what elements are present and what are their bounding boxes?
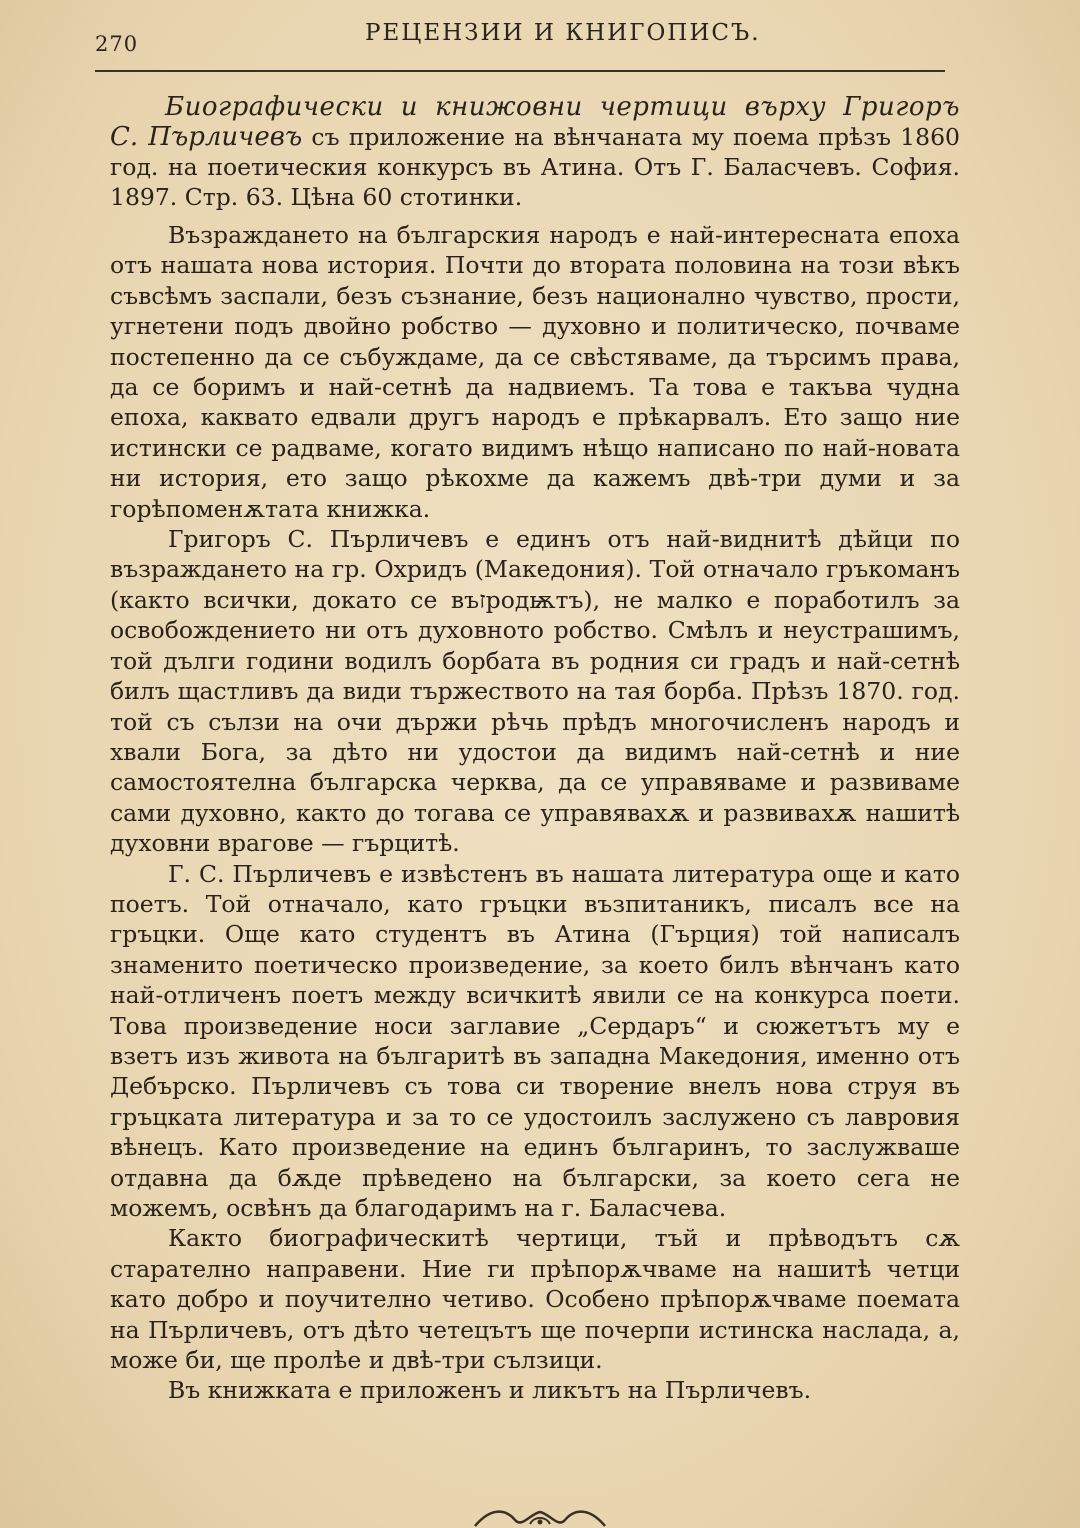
paragraph-5: Въ книжката е приложенъ и ликътъ на Пърличевъ. bbox=[168, 1376, 812, 1405]
paragraph-4: Както биографическитѣ чертици, тъй и прѣводътъ сѫ старателно направени. Ние ги прѣпорѫчваме на нашитѣ четци като добро и поучително четиво. Особено прѣпорѫчваме поемата на Пърличевъ, отъ дѣто четецътъ ще почерпи истинска наслада, а, може би, ще пролѣе и двѣ-три сълзици. bbox=[110, 1224, 960, 1375]
running-title: РЕЦЕНЗИИ И КНИГОПИСЪ. bbox=[365, 20, 761, 46]
review-title-lead: Биографически и книжовни чертици върху Григоръ bbox=[165, 92, 960, 122]
paragraph-2: Григоръ С. Пърличевъ е единъ отъ най-виднитѣ дѣйци по възраждането на гр. Охридъ (Македония). Той отначало гръкоманъ (както всички, докато се въזродѭтъ), не малко е поработилъ за освобождението ни отъ духовното робство. Смѣлъ и неустрашимъ, той дълги години водилъ борбата въ родния си градъ и най-сетнѣ билъ щастливъ да види тържеството на тая борба. Прѣзъ 1870. год. той съ сълзи на очи държи рѣчь прѣдъ многочисленъ народъ и хвали Бога, за дѣто ни удостои да видимъ най-сетнѣ и ние самостоятелна българска черква, да се управяваме и развиваме сами духовно, както до тогава се управявахѫ и развивахѫ нашитѣ духовни врагове — гърцитѣ. bbox=[110, 525, 960, 858]
review-title bbox=[110, 92, 960, 212]
review-body bbox=[110, 92, 960, 1406]
page-header bbox=[95, 12, 945, 72]
paragraph-1: Възраждането на българския народъ е най-интересната епоха отъ нашата нова история. Почти до втората половина на този вѣкъ съвсѣмъ заспали, безъ съзнание, безъ национално чувство, прости, угнетени подъ двойно робство — духовно и политическо, почваме постепенно да се събуждаме, да се свѣстяваме, да търсимъ права, да се боримъ и най-сетнѣ да надвиемъ. Та това е такъва чудна епоха, каквато едвали другъ народъ е прѣкарвалъ. Ето защо ние истински се радваме, когато видимъ нѣщо написано по най-новата ни история, ето защо рѣкохме да кажемъ двѣ-три думи и за горѣпоменѫтата книжка. bbox=[110, 221, 960, 523]
page-number: 270 bbox=[95, 32, 139, 56]
ornament-flourish-icon bbox=[470, 1504, 610, 1528]
paragraph-3: Г. С. Пърличевъ е извѣстенъ въ нашата литература още и като поетъ. Той отначало, като гръцки възпитаникъ, писалъ все на гръцки. Още като студентъ въ Атина (Гърция) той написалъ знаменито поетическо произведение, за което билъ вѣнчанъ като най-отличенъ поетъ между всичкитѣ явили се на конкурса поети. Това произведение носи заглавие „Сердаръ“ и сюжетътъ му е взетъ изъ живота на българитѣ въ западна Македония, именно отъ Дебърско. Пърличевъ съ това си творение внелъ нова струя въ гръцката литература и за то се удостоилъ заслужено съ лавровия вѣнецъ. Като произведение на единъ българинъ, то заслужваше отдавна да бѫде прѣведено на български, за което сега не можемъ, освѣнъ да благодаримъ на г. Баласчева. bbox=[110, 859, 960, 1222]
review-title-author: С. Пърличевъ bbox=[110, 122, 303, 152]
review-title-details: съ приложение на вѣнчаната му поема прѣзъ 1860 год. на поетическия конкурсъ въ Атина. Отъ Г. Баласчевъ. София. 1897. Стр. 63. Цѣна 60 стотинки. bbox=[110, 123, 960, 211]
